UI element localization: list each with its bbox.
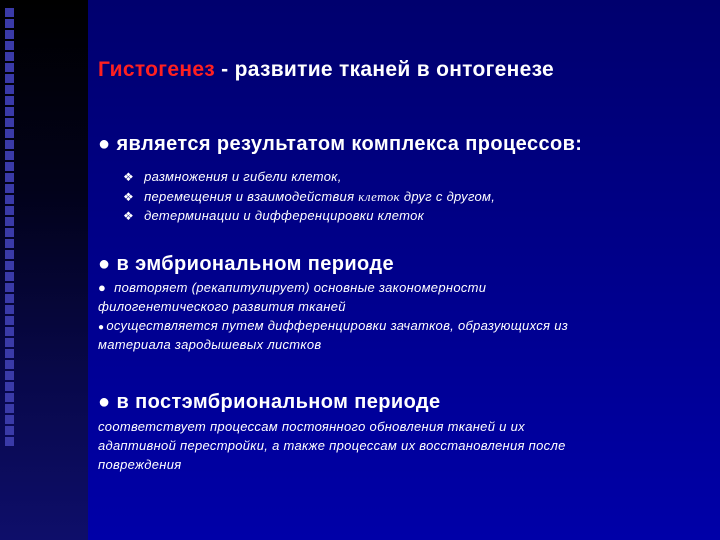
diamond-bullet-icon: ❖ [123,170,135,184]
section2-line: материала зародышевых листков [98,337,322,352]
section3-heading-row [98,391,441,414]
section2-line: ● осуществляется путем дифференцировки зачатков, образующихся из [98,318,569,333]
bullet-icon: ● [98,253,111,275]
section3-line: соответствует процессам постоянного обновления тканей и их [98,419,525,434]
bullet-icon: ● [98,391,111,413]
section2-line: филогенетического развития тканей [98,299,346,314]
diamond-bullet-icon: ❖ [123,190,135,204]
section1-item: ❖ детерминации и дифференцировки клеток [123,208,425,223]
bullet-icon: ● [98,280,107,295]
section1-item: ❖ размножения и гибели клеток, [123,169,342,184]
section3-heading: в постэмбриональном периоде [116,391,441,413]
section1-heading-row [98,133,582,156]
bullet-icon: ● [98,133,111,155]
bullet-icon: ● [98,322,105,333]
diamond-bullet-icon: ❖ [123,209,135,223]
section3-line: адаптивной перестройки, а также процессам их восстановления после [98,438,566,453]
section2-heading-row [98,253,394,276]
section2-line: ● повторяет (рекапитулирует) основные закономерности [98,280,487,295]
decorative-squares [5,8,19,448]
section3-line: повреждения [98,457,182,472]
title-keyword: Гистогенез [98,58,216,81]
section1-heading: является результатом комплекса процессов: [116,133,583,155]
title-rest: - развитие тканей в онтогенезе [215,58,555,81]
left-decorative-band [0,0,88,540]
section2-heading: в эмбриональном периоде [116,253,395,275]
section1-item: ❖ перемещения и взаимодействия клеток друг с другом, [123,189,496,204]
slide-title [98,58,554,82]
